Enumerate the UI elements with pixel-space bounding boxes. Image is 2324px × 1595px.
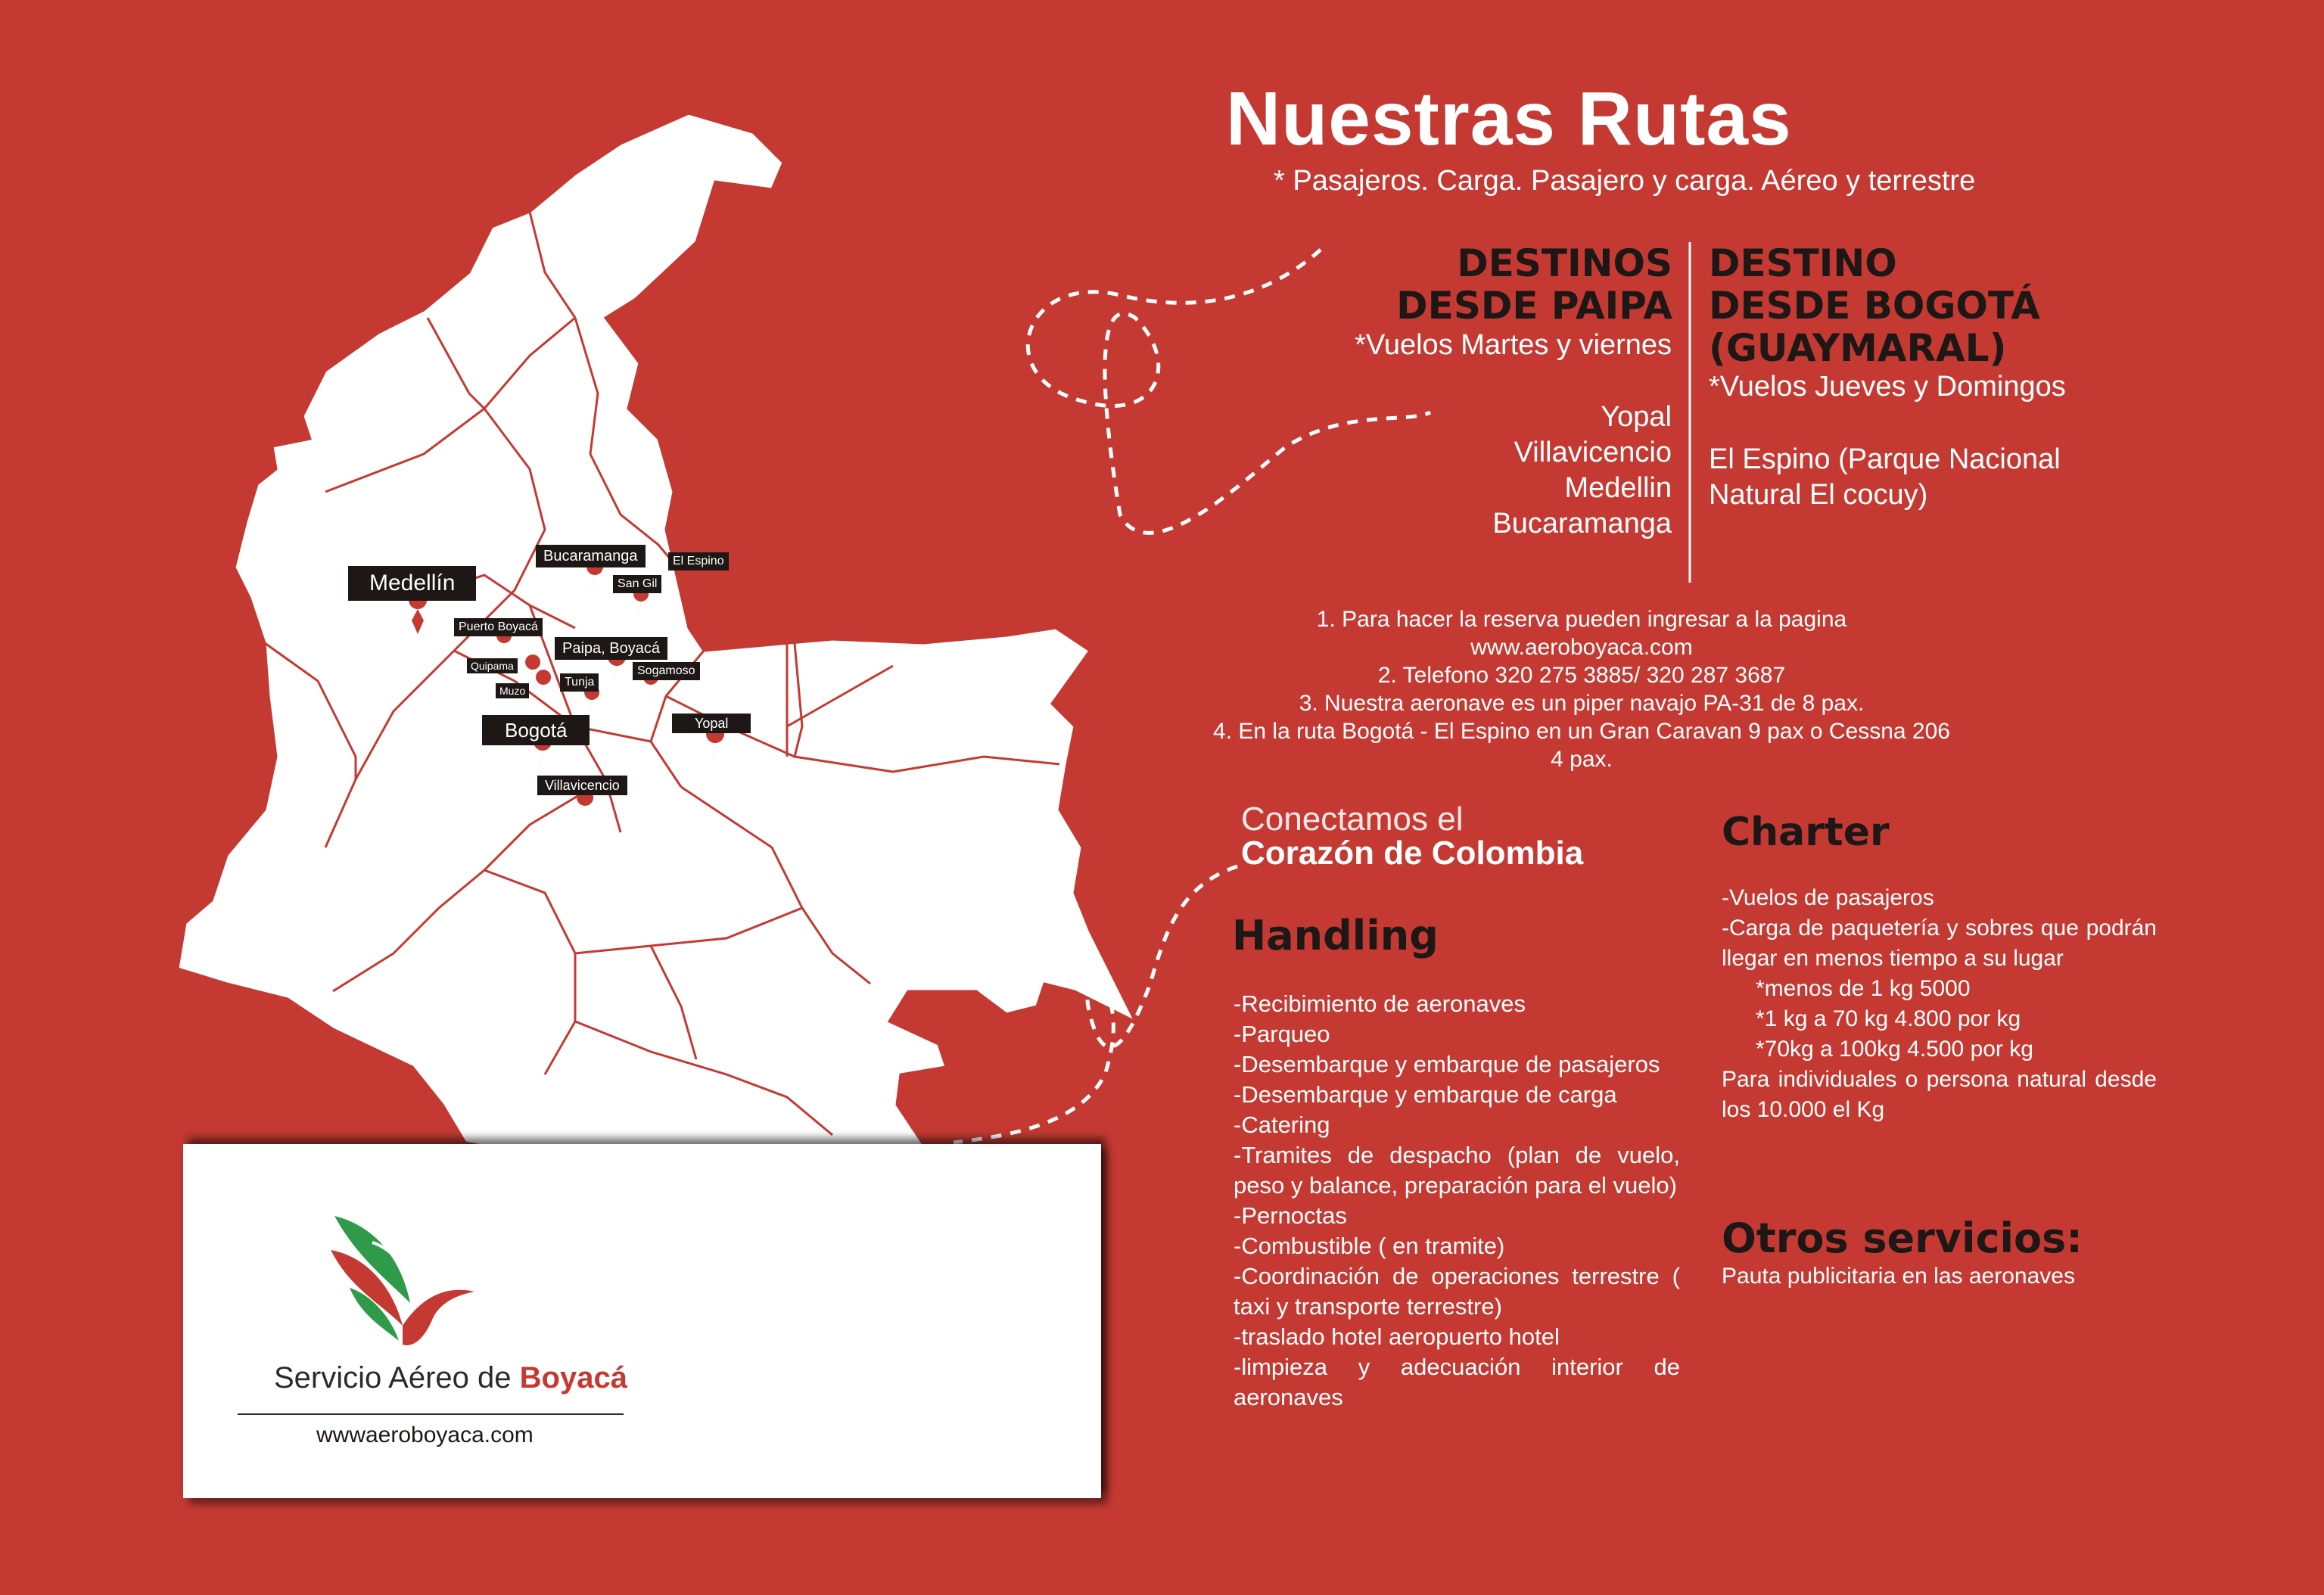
list-item: -Desembarque y embarque de pasajeros bbox=[1234, 1051, 1660, 1077]
list-item: -Recibimiento de aeronaves bbox=[1234, 990, 1526, 1017]
page-title: Nuestras Rutas bbox=[1226, 76, 1792, 161]
note-line: 1. Para hacer la reserva pueden ingresar a la pagina bbox=[1316, 607, 1847, 632]
paipa-cities bbox=[1492, 400, 1672, 542]
charter-heading: Charter bbox=[1722, 810, 1890, 855]
label-muzo: Muzo bbox=[496, 683, 529, 698]
label-puerto-boyaca: Puerto Boyacá bbox=[454, 618, 543, 636]
label-paipa: Paipa, Boyacá bbox=[555, 637, 667, 660]
list-item: -Catering bbox=[1234, 1112, 1330, 1138]
brand-name bbox=[274, 1361, 627, 1395]
note-line: 4 pax. bbox=[1551, 747, 1613, 772]
bogota-destination bbox=[1709, 442, 2061, 513]
reservation-notes bbox=[1196, 605, 1968, 773]
label-bucaramanga: Bucaramanga bbox=[536, 545, 646, 567]
brand-prefix: Servicio Aéreo de bbox=[274, 1361, 520, 1394]
label-quipama: Quipama bbox=[467, 658, 518, 673]
brand-highlight: Boyacá bbox=[519, 1361, 627, 1394]
price-item: *1 kg a 70 kg 4.800 por kg bbox=[1756, 1006, 2021, 1031]
bogota-heading-line2: DESDE BOGOTÁ bbox=[1709, 284, 2040, 328]
paipa-heading bbox=[1279, 242, 1672, 327]
list-item: -limpieza y adecuación interior de aeronaves bbox=[1234, 1354, 1680, 1410]
list-item: -traslado hotel aeropuerto hotel bbox=[1234, 1323, 1560, 1350]
note-line: www.aeroboyaca.com bbox=[1470, 635, 1693, 660]
bogota-destination-line2: Natural El cocuy) bbox=[1709, 479, 1928, 511]
list-item: -Vuelos de pasajeros bbox=[1722, 885, 1934, 910]
paipa-heading-line1: DESTINOS bbox=[1457, 241, 1672, 285]
otros-heading: Otros servicios: bbox=[1722, 1214, 2083, 1262]
label-medellin: Medellín bbox=[348, 566, 476, 601]
list-item: -Parqueo bbox=[1234, 1021, 1330, 1047]
city-item: Villavicencio bbox=[1514, 437, 1672, 468]
label-yopal: Yopal bbox=[672, 714, 751, 733]
bogota-destination-line1: El Espino (Parque Nacional bbox=[1709, 443, 2061, 475]
label-sogamoso: Sogamoso bbox=[633, 662, 700, 680]
paipa-heading-line2: DESDE PAIPA bbox=[1396, 284, 1672, 328]
tagline-line1: Conectamos el bbox=[1241, 801, 1464, 838]
price-item: *menos de 1 kg 5000 bbox=[1756, 976, 1971, 1001]
tagline-line2: Corazón de Colombia bbox=[1241, 835, 1584, 872]
handling-list bbox=[1234, 989, 1680, 1413]
bird-logo-icon bbox=[327, 1212, 478, 1356]
bogota-heading bbox=[1709, 242, 2284, 369]
note-line: 4. En la ruta Bogotá - El Espino en un Gran Caravan 9 pax o Cessna 206 bbox=[1213, 719, 1950, 744]
label-el-espino: El Espino bbox=[668, 552, 729, 571]
list-item: -Combustible ( en tramite) bbox=[1234, 1233, 1505, 1259]
label-san-gil: San Gil bbox=[613, 575, 661, 593]
city-item: Medellin bbox=[1564, 472, 1672, 504]
brand-divider bbox=[238, 1413, 624, 1415]
note-line: 2. Telefono 320 275 3885/ 320 287 3687 bbox=[1377, 663, 1786, 688]
list-item: -Desembarque y embarque de carga bbox=[1234, 1081, 1617, 1108]
city-item: Yopal bbox=[1601, 401, 1672, 433]
otros-text: Pauta publicitaria en las aeronaves bbox=[1722, 1264, 2075, 1289]
list-item: -Carga de paquetería y sobres que podrán llegar en menos tiempo a su lugar bbox=[1722, 916, 2157, 971]
price-item: *70kg a 100kg 4.500 por kg bbox=[1756, 1037, 2033, 1062]
label-tunja: Tunja bbox=[560, 673, 599, 692]
list-item: -Pernoctas bbox=[1234, 1202, 1347, 1229]
paipa-note: *Vuelos Martes y viernes bbox=[1355, 329, 1672, 361]
list-item: -Tramites de despacho (plan de vuelo, peso y balance, preparación para el vuelo) bbox=[1234, 1142, 1680, 1199]
label-bogota: Bogotá bbox=[482, 715, 590, 745]
bogota-heading-line3: (GUAYMARAL) bbox=[1709, 326, 2007, 370]
bogota-heading-line1: DESTINO bbox=[1709, 241, 1897, 285]
brand-url: wwwaeroboyaca.com bbox=[316, 1422, 534, 1447]
label-villavicencio: Villavicencio bbox=[537, 776, 627, 795]
charter-footer: Para individuales o persona natural desde los 10.000 el Kg bbox=[1722, 1067, 2157, 1122]
list-item: -Coordinación de operaciones terrestre ( taxi y transporte terrestre) bbox=[1234, 1263, 1680, 1320]
note-line: 3. Nuestra aeronave es un piper navajo PA-31 de 8 pax. bbox=[1299, 691, 1865, 716]
charter-list bbox=[1722, 883, 2157, 1125]
bogota-note: *Vuelos Jueves y Domingos bbox=[1709, 371, 2066, 403]
page-subtitle: * Pasajeros. Carga. Pasajero y carga. Aéreo y terrestre bbox=[1274, 165, 1976, 197]
city-item: Bucaramanga bbox=[1492, 508, 1672, 539]
logo-card bbox=[183, 1144, 1101, 1498]
handling-heading: Handling bbox=[1232, 912, 1439, 959]
